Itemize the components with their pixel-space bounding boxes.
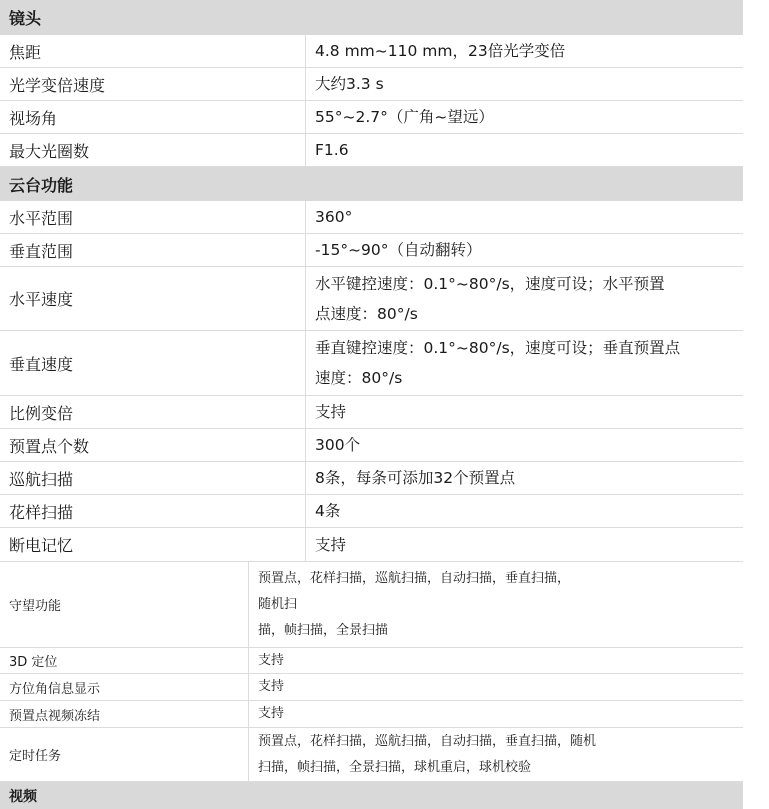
row-value: 预置点，花样扫描，巡航扫描，自动扫描，垂直扫描， 随机扫 描，帧扫描，全景扫描 bbox=[248, 562, 743, 647]
table-row bbox=[0, 648, 743, 674]
row-value: 支持 bbox=[305, 528, 743, 561]
row-label: 巡航扫描 bbox=[9, 469, 74, 489]
table-row bbox=[0, 35, 743, 68]
section-title: 镜头 bbox=[9, 9, 42, 28]
table-row bbox=[0, 674, 743, 701]
table-row bbox=[0, 429, 743, 462]
table-row bbox=[0, 396, 743, 429]
row-label: 比例变倍 bbox=[9, 403, 74, 423]
section-header-lens bbox=[0, 0, 743, 35]
row-value: 预置点，花样扫描，巡航扫描，自动扫描，垂直扫描，随机 扫描，帧扫描，全景扫描，球机重启，球机校验 bbox=[248, 728, 743, 781]
section-title: 视频 bbox=[9, 788, 37, 805]
table-row bbox=[0, 331, 743, 396]
row-label: 水平速度 bbox=[9, 290, 74, 309]
row-label: 方位角信息显示 bbox=[9, 681, 101, 697]
table-row bbox=[0, 234, 743, 267]
row-label: 预置点个数 bbox=[9, 436, 90, 456]
row-value: F1.6 bbox=[305, 134, 743, 166]
row-label: 视场角 bbox=[9, 108, 58, 128]
section-header-ptz bbox=[0, 167, 743, 201]
table-row bbox=[0, 201, 743, 234]
row-label: 垂直范围 bbox=[9, 241, 74, 261]
row-value: 支持 bbox=[248, 648, 743, 673]
row-label: 预置点视频冻结 bbox=[9, 708, 101, 724]
table-row bbox=[0, 728, 743, 782]
table-row bbox=[0, 68, 743, 101]
row-value: 360° bbox=[305, 201, 743, 233]
row-value: 55°~2.7°（广角~望远） bbox=[305, 101, 743, 133]
row-value: 4.8 mm~110 mm，23倍光学变倍 bbox=[305, 35, 743, 67]
row-label: 水平范围 bbox=[9, 208, 74, 228]
row-label: 焦距 bbox=[9, 42, 42, 62]
table-row bbox=[0, 528, 743, 562]
row-label: 花样扫描 bbox=[9, 502, 74, 522]
table-row bbox=[0, 562, 743, 648]
row-value: 大约3.3 s bbox=[305, 68, 743, 100]
row-label: 守望功能 bbox=[9, 599, 62, 614]
row-label: 定时任务 bbox=[9, 749, 62, 764]
row-value: 水平键控速度：0.1°~80°/s，速度可设；水平预置 点速度：80°/s bbox=[305, 267, 743, 330]
row-value: 支持 bbox=[248, 701, 743, 727]
table-row bbox=[0, 495, 743, 528]
row-label: 最大光圈数 bbox=[9, 141, 90, 161]
table-row bbox=[0, 101, 743, 134]
row-label: 3D 定位 bbox=[9, 655, 58, 670]
table-row bbox=[0, 462, 743, 495]
row-value: -15°~90°（自动翻转） bbox=[305, 234, 743, 266]
section-title: 云台功能 bbox=[9, 175, 74, 195]
row-label: 光学变倍速度 bbox=[9, 75, 106, 95]
row-label: 断电记忆 bbox=[9, 536, 74, 555]
row-value: 300个 bbox=[305, 429, 743, 461]
row-label: 垂直速度 bbox=[9, 354, 74, 374]
row-value: 支持 bbox=[248, 674, 743, 700]
row-value: 8条，每条可添加32个预置点 bbox=[305, 462, 743, 494]
section-header-video bbox=[0, 782, 743, 809]
row-value: 4条 bbox=[305, 495, 743, 527]
row-value: 垂直键控速度：0.1°~80°/s，速度可设；垂直预置点 速度：80°/s bbox=[305, 331, 743, 395]
table-row bbox=[0, 701, 743, 728]
table-row bbox=[0, 134, 743, 167]
table-row bbox=[0, 267, 743, 331]
row-value: 支持 bbox=[305, 396, 743, 428]
